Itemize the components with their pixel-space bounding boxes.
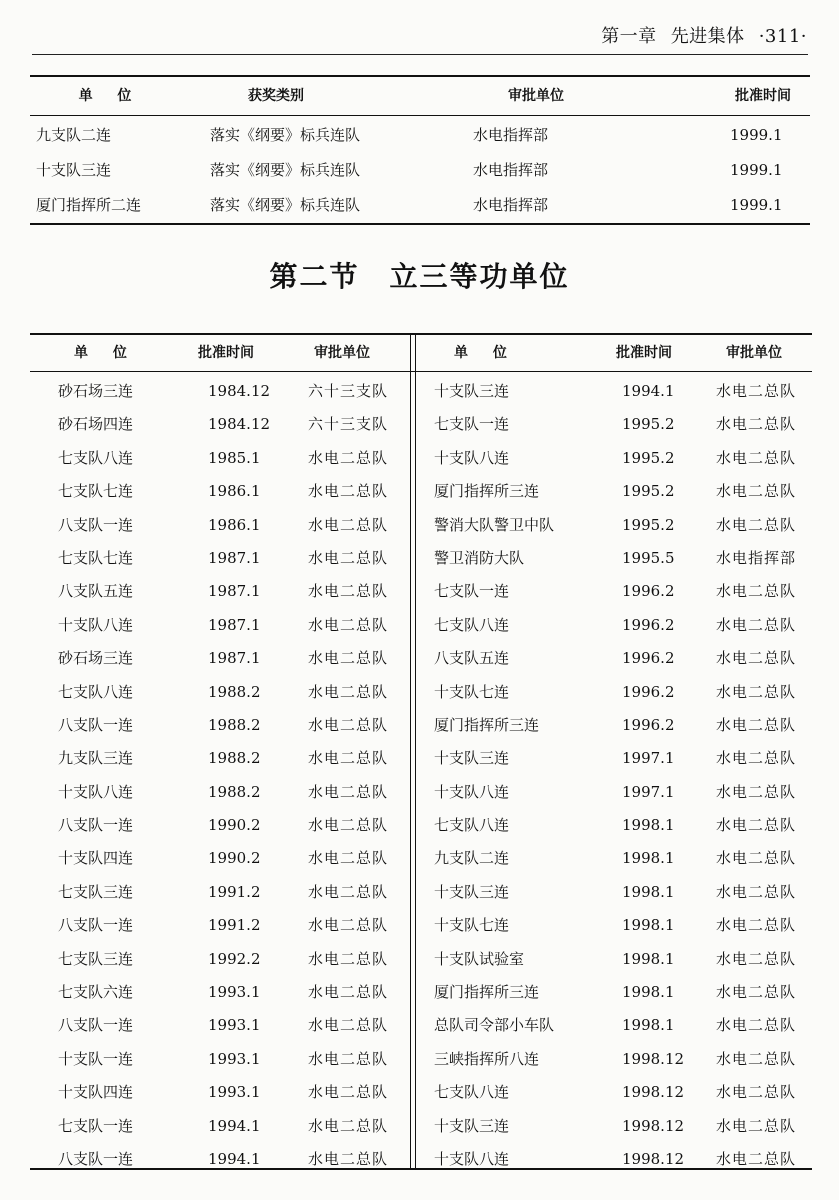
cell-unit: 七支队八连 [58, 682, 134, 701]
header-award-category: 获奖类别 [248, 88, 304, 104]
cell-unit: 砂石场三连 [58, 649, 134, 668]
cell-approval-date: 1986.1 [208, 515, 261, 534]
cell-approving-unit: 水电二总队 [308, 515, 389, 534]
header-rule [32, 54, 808, 55]
cell-unit: 十支队三连 [434, 1116, 510, 1135]
cell-unit: 七支队八连 [434, 816, 510, 835]
cell-unit: 警消大队警卫中队 [434, 515, 555, 534]
table-row [416, 408, 812, 441]
header-approving-unit: 审批单位 [508, 88, 564, 104]
table-row [30, 809, 410, 842]
cell-award-category: 落实《纲要》标兵连队 [210, 161, 361, 179]
cell-approving-unit: 水电二总队 [308, 1149, 389, 1168]
cell-unit: 厦门指挥所三连 [434, 715, 540, 734]
cell-approval-date: 1996.2 [622, 615, 675, 634]
cell-unit: 七支队三连 [58, 882, 134, 901]
cell-approving-unit: 水电二总队 [716, 1016, 797, 1035]
cell-approval-date: 1995.5 [622, 548, 675, 567]
cell-approving-unit: 水电二总队 [308, 1083, 389, 1102]
table-row [30, 509, 410, 542]
cell-unit: 十支队三连 [36, 161, 112, 179]
cell-unit: 七支队六连 [58, 983, 134, 1002]
cell-unit: 十支队八连 [434, 448, 510, 467]
table-row [416, 1076, 812, 1109]
cell-unit: 八支队一连 [58, 1016, 134, 1035]
table-row [30, 575, 410, 608]
cell-unit: 十支队三连 [434, 749, 510, 768]
cell-approving-unit: 水电二总队 [308, 715, 389, 734]
header-unit: 单 位 [454, 345, 517, 361]
cell-approval-date: 1994.1 [208, 1116, 261, 1135]
cell-unit: 总队司令部小车队 [434, 1016, 555, 1035]
cell-approving-unit: 水电二总队 [716, 615, 797, 634]
header-rule [30, 371, 812, 372]
table-row [30, 742, 410, 775]
cell-unit: 厦门指挥所三连 [434, 482, 540, 501]
cell-unit: 九支队三连 [58, 749, 134, 768]
cell-approval-date: 1995.2 [622, 482, 675, 501]
cell-approving-unit: 水电二总队 [308, 448, 389, 467]
cell-unit: 七支队七连 [58, 548, 134, 567]
table-row [30, 609, 410, 642]
cell-approval-date: 1987.1 [208, 548, 261, 567]
cell-approval-date: 1984.12 [208, 382, 271, 400]
cell-approval-date: 1984.12 [208, 415, 271, 434]
cell-approving-unit: 水电二总队 [716, 415, 797, 434]
section-number: 第二节 [269, 260, 360, 293]
cell-unit: 十支队试验室 [434, 949, 525, 968]
table-row [30, 642, 410, 675]
table-row [416, 976, 812, 1009]
cell-unit: 八支队一连 [58, 816, 134, 835]
table-row [416, 676, 812, 709]
cell-approving-unit: 水电二总队 [308, 649, 389, 668]
cell-unit: 十支队七连 [434, 682, 510, 701]
table-row [416, 776, 812, 809]
cell-approval-date: 1993.1 [208, 983, 261, 1002]
cell-unit: 八支队一连 [58, 515, 134, 534]
table-row [30, 1143, 410, 1176]
cell-unit: 八支队一连 [58, 916, 134, 935]
cell-approving-unit: 水电二总队 [716, 682, 797, 701]
table-row [416, 909, 812, 942]
table-row [416, 709, 812, 742]
table-row [416, 809, 812, 842]
cell-unit: 砂石场四连 [58, 415, 134, 434]
cell-approval-date: 1994.1 [622, 382, 675, 400]
table-row [416, 609, 812, 642]
cell-unit: 九支队二连 [36, 126, 112, 144]
table-row [30, 1110, 410, 1143]
cell-approval-date: 1998.1 [622, 882, 675, 901]
cell-unit: 砂石场三连 [58, 382, 134, 400]
header-approval-date: 批准时间 [198, 345, 254, 361]
cell-approval-date: 1987.1 [208, 582, 261, 601]
cell-approval-date: 1995.2 [622, 515, 675, 534]
cell-approval-date: 1988.2 [208, 715, 261, 734]
cell-approval-date: 1996.2 [622, 715, 675, 734]
table-row [30, 776, 410, 809]
cell-approving-unit: 水电二总队 [716, 448, 797, 467]
cell-unit: 十支队三连 [434, 382, 510, 400]
cell-unit: 七支队八连 [434, 615, 510, 634]
cell-approving-unit: 水电二总队 [716, 1116, 797, 1135]
cell-unit: 八支队一连 [58, 1149, 134, 1168]
cell-approval-date: 1998.1 [622, 816, 675, 835]
table-row [30, 1043, 410, 1076]
cell-approving-unit: 水电二总队 [716, 816, 797, 835]
cell-unit: 七支队八连 [434, 1083, 510, 1102]
cell-approving-unit: 水电二总队 [308, 782, 389, 801]
cell-unit: 七支队三连 [58, 949, 134, 968]
cell-approving-unit: 水电二总队 [308, 482, 389, 501]
table-row [30, 1009, 410, 1042]
cell-approving-unit: 水电二总队 [716, 515, 797, 534]
cell-approval-date: 1997.1 [622, 749, 675, 768]
cell-approval-date: 1985.1 [208, 448, 261, 467]
chapter-title: 先进集体 [670, 26, 745, 47]
cell-approving-unit: 水电二总队 [308, 615, 389, 634]
table-row [30, 442, 410, 475]
cell-approving-unit: 水电二总队 [716, 849, 797, 868]
cell-approving-unit: 水电二总队 [308, 983, 389, 1002]
cell-unit: 七支队七连 [58, 482, 134, 501]
cell-approving-unit: 水电二总队 [716, 983, 797, 1002]
table-row [416, 943, 812, 976]
cell-approving-unit: 水电二总队 [716, 1049, 797, 1068]
cell-unit: 七支队一连 [434, 415, 510, 434]
header-unit: 单 位 [74, 345, 137, 361]
cell-approving-unit: 水电二总队 [308, 949, 389, 968]
table-row [30, 709, 410, 742]
cell-unit: 八支队五连 [434, 649, 510, 668]
header-unit: 单 位 [78, 88, 142, 104]
header-approval-date: 批准时间 [616, 345, 672, 361]
table-row [30, 943, 410, 976]
cell-approving-unit: 水电二总队 [308, 882, 389, 901]
table-row [30, 408, 410, 441]
cell-unit: 十支队三连 [434, 882, 510, 901]
cell-unit: 八支队五连 [58, 582, 134, 601]
cell-approval-date: 1993.1 [208, 1049, 261, 1068]
cell-unit: 三峡指挥所八连 [434, 1049, 540, 1068]
cell-approving-unit: 水电二总队 [308, 749, 389, 768]
table-row [30, 118, 810, 153]
table-row [416, 1043, 812, 1076]
table-header-row [30, 77, 810, 116]
cell-approving-unit: 水电二总队 [308, 682, 389, 701]
cell-approving-unit: 水电二总队 [308, 1049, 389, 1068]
chapter-number: 第一章 [601, 26, 657, 47]
left-rows [30, 375, 410, 1176]
table-row [30, 188, 810, 223]
cell-approving-unit: 水电二总队 [308, 816, 389, 835]
third-class-merit-table [30, 333, 812, 1170]
cell-approval-date: 1994.1 [208, 1149, 261, 1168]
cell-approval-date: 1987.1 [208, 615, 261, 634]
cell-approving-unit: 水电二总队 [716, 1149, 797, 1168]
table-row [416, 642, 812, 675]
cell-approval-date: 1999.1 [730, 126, 783, 144]
cell-approval-date: 1998.1 [622, 916, 675, 935]
cell-approval-date: 1998.1 [622, 949, 675, 968]
cell-approving-unit: 水电二总队 [308, 1016, 389, 1035]
table-row [416, 842, 812, 875]
cell-approving-unit: 水电二总队 [716, 749, 797, 768]
page-header [601, 22, 807, 48]
table-row [416, 542, 812, 575]
cell-unit: 十支队七连 [434, 916, 510, 935]
cell-approval-date: 1998.1 [622, 849, 675, 868]
cell-approval-date: 1998.12 [622, 1149, 685, 1168]
cell-approval-date: 1986.1 [208, 482, 261, 501]
table-row [416, 575, 812, 608]
cell-unit: 七支队八连 [58, 448, 134, 467]
cell-approval-date: 1988.2 [208, 749, 261, 768]
cell-approval-date: 1996.2 [622, 649, 675, 668]
table-row [416, 1143, 812, 1176]
cell-approving-unit: 水电二总队 [716, 382, 797, 400]
cell-approving-unit: 水电二总队 [716, 882, 797, 901]
cell-approving-unit: 水电二总队 [308, 916, 389, 935]
cell-unit: 八支队一连 [58, 715, 134, 734]
award-category-table [30, 75, 810, 225]
cell-approving-unit: 六十三支队 [308, 415, 389, 434]
cell-approval-date: 1988.2 [208, 782, 261, 801]
cell-unit: 七支队一连 [58, 1116, 134, 1135]
cell-approving-unit: 水电二总队 [716, 649, 797, 668]
cell-unit: 十支队四连 [58, 1083, 134, 1102]
header-approving-unit: 审批单位 [726, 345, 782, 361]
header-approval-date: 批准时间 [735, 88, 791, 104]
table-row [30, 676, 410, 709]
cell-approval-date: 1987.1 [208, 649, 261, 668]
table-row [416, 1110, 812, 1143]
table-row [30, 909, 410, 942]
cell-approving-unit: 水电二总队 [308, 548, 389, 567]
cell-approval-date: 1995.2 [622, 448, 675, 467]
table-row [416, 442, 812, 475]
cell-approving-unit: 水电二总队 [308, 1116, 389, 1135]
cell-approving-unit: 水电二总队 [716, 482, 797, 501]
cell-approval-date: 1992.2 [208, 949, 261, 968]
cell-unit: 警卫消防大队 [434, 548, 525, 567]
table-row [416, 742, 812, 775]
page-number: ·311· [758, 26, 807, 47]
cell-approving-unit: 水电二总队 [308, 849, 389, 868]
cell-approving-unit: 水电二总队 [716, 1083, 797, 1102]
cell-approval-date: 1990.2 [208, 849, 261, 868]
cell-unit: 厦门指挥所三连 [434, 983, 540, 1002]
cell-unit: 十支队一连 [58, 1049, 134, 1068]
table-row [30, 976, 410, 1009]
cell-unit: 十支队八连 [58, 782, 134, 801]
table-row [416, 876, 812, 909]
cell-award-category: 落实《纲要》标兵连队 [210, 126, 361, 144]
cell-approving-unit: 水电二总队 [308, 582, 389, 601]
cell-award-category: 落实《纲要》标兵连队 [210, 196, 361, 214]
right-rows [416, 375, 812, 1176]
cell-unit: 厦门指挥所二连 [36, 196, 142, 214]
cell-approval-date: 1999.1 [730, 161, 783, 179]
cell-approval-date: 1990.2 [208, 816, 261, 835]
cell-approving-unit: 水电指挥部 [473, 161, 549, 179]
table-row [30, 1076, 410, 1109]
table-row [416, 375, 812, 408]
cell-approval-date: 1993.1 [208, 1016, 261, 1035]
cell-approval-date: 1991.2 [208, 882, 261, 901]
cell-approving-unit: 水电指挥部 [473, 126, 549, 144]
table-row [30, 375, 410, 408]
cell-approval-date: 1996.2 [622, 582, 675, 601]
table-row [416, 475, 812, 508]
table-row [30, 475, 410, 508]
cell-approval-date: 1998.12 [622, 1049, 685, 1068]
cell-approving-unit: 水电二总队 [716, 715, 797, 734]
cell-approving-unit: 六十三支队 [308, 382, 389, 400]
cell-approval-date: 1998.12 [622, 1116, 685, 1135]
table-row [416, 1009, 812, 1042]
cell-unit: 九支队二连 [434, 849, 510, 868]
cell-approving-unit: 水电指挥部 [473, 196, 549, 214]
cell-unit: 十支队八连 [434, 1149, 510, 1168]
cell-approving-unit: 水电二总队 [716, 582, 797, 601]
cell-approving-unit: 水电二总队 [716, 949, 797, 968]
cell-approval-date: 1991.2 [208, 916, 261, 935]
table-row [30, 542, 410, 575]
section-title: 立三等功单位 [389, 260, 570, 293]
cell-approval-date: 1996.2 [622, 682, 675, 701]
table-row [30, 842, 410, 875]
header-approving-unit: 审批单位 [314, 345, 370, 361]
cell-approval-date: 1998.1 [622, 1016, 675, 1035]
section-heading [0, 255, 839, 295]
cell-approval-date: 1995.2 [622, 415, 675, 434]
cell-approval-date: 1988.2 [208, 682, 261, 701]
cell-unit: 十支队八连 [58, 615, 134, 634]
cell-approving-unit: 水电二总队 [716, 782, 797, 801]
cell-approval-date: 1997.1 [622, 782, 675, 801]
cell-approval-date: 1999.1 [730, 196, 783, 214]
cell-approving-unit: 水电指挥部 [716, 548, 797, 567]
cell-unit: 十支队八连 [434, 782, 510, 801]
table-row [30, 153, 810, 188]
table-row [30, 876, 410, 909]
cell-unit: 十支队四连 [58, 849, 134, 868]
cell-approving-unit: 水电二总队 [716, 916, 797, 935]
cell-approval-date: 1998.1 [622, 983, 675, 1002]
cell-approval-date: 1993.1 [208, 1083, 261, 1102]
cell-approval-date: 1998.12 [622, 1083, 685, 1102]
cell-unit: 七支队一连 [434, 582, 510, 601]
table-row [416, 509, 812, 542]
